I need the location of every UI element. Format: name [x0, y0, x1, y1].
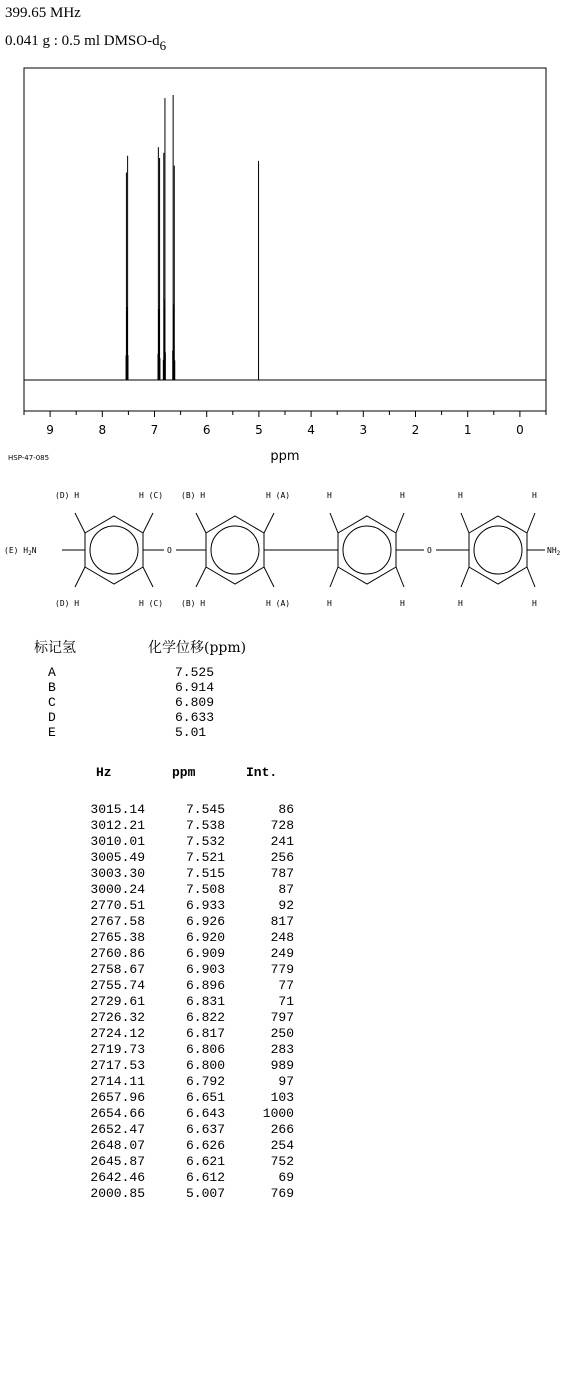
peak-intensity: 779 [270, 962, 294, 977]
label-ether-oxygen-1: O [167, 546, 172, 555]
peak-row [0, 1042, 320, 1058]
peak-intensity: 77 [278, 978, 294, 993]
label-h-b-bottom: (B) H [181, 599, 206, 608]
peak-row [0, 834, 320, 850]
label-h-ring4-bottom-left: H [458, 599, 463, 608]
peak-row [0, 978, 320, 994]
peak-hz: 3005.49 [90, 850, 145, 865]
peak-intensity: 248 [270, 930, 294, 945]
peak-intensity: 256 [270, 850, 294, 865]
amine-left-n: N [31, 546, 37, 555]
peak-hz: 2719.73 [90, 1042, 145, 1057]
label-h-a-bottom: H (A) [266, 599, 291, 608]
peak-row [0, 1074, 320, 1090]
hydrogen-label: E [48, 725, 56, 740]
peak-hz: 2770.51 [90, 898, 145, 913]
peak-hz: 2760.86 [90, 946, 145, 961]
peak-intensity: 728 [270, 818, 294, 833]
x-axis-ticks [24, 411, 546, 437]
peak-intensity: 254 [270, 1138, 294, 1153]
label-h-b-top: (B) H [181, 491, 206, 500]
col-hydrogen-label: 标记氢 [34, 640, 76, 656]
hydrogen-label: B [48, 680, 56, 695]
peak-ppm: 7.508 [185, 882, 225, 897]
chemical-structure [0, 478, 570, 628]
x-tick-label: 3 [359, 423, 368, 437]
peak-row [0, 946, 320, 962]
peak-intensity: 71 [278, 994, 294, 1009]
label-h-ring3-bottom-left: H [327, 599, 332, 608]
peak-ppm: 7.521 [185, 850, 225, 865]
peak-row [0, 1154, 320, 1170]
peak-row [0, 994, 320, 1010]
peak-table [0, 802, 320, 1202]
benzene-ring-1 [85, 516, 143, 584]
peak-row [0, 1186, 320, 1202]
peak-hz: 3003.30 [90, 866, 145, 881]
peak-hz: 2724.12 [90, 1026, 145, 1041]
peak-ppm: 7.538 [185, 818, 225, 833]
peak-layer [24, 95, 546, 380]
label-amine-left [4, 546, 37, 557]
label-h-ring3-top-right: H [400, 491, 405, 500]
peak-row [0, 1138, 320, 1154]
label-h-ring4-top-right: H [532, 491, 537, 500]
peak-ppm: 6.800 [185, 1058, 225, 1073]
peak-row [0, 1170, 320, 1186]
peak-row [0, 914, 320, 930]
x-tick-label: 0 [516, 423, 524, 437]
amine-left-h: (E) H [4, 546, 29, 555]
assignment-row [48, 680, 308, 695]
x-tick-label: 1 [463, 423, 472, 437]
peak-hz: 3015.14 [90, 802, 145, 817]
chemical-shift: 6.914 [175, 680, 215, 695]
peak-intensity: 283 [270, 1042, 294, 1057]
amine-right-nh: NH [547, 546, 557, 555]
peak-hz: 3000.24 [90, 882, 145, 897]
peak-ppm: 6.920 [185, 930, 225, 945]
peak-intensity: 266 [270, 1122, 294, 1137]
peak-ppm: 7.515 [185, 866, 225, 881]
hydrogen-label: A [48, 665, 56, 680]
x-tick-label: 7 [150, 423, 159, 437]
hydrogen-label: C [48, 695, 56, 710]
col-shift-label: 化学位移(ppm) [148, 640, 247, 656]
peak-row [0, 1106, 320, 1122]
benzene-ring-2 [206, 516, 264, 584]
peak-row [0, 1026, 320, 1042]
peak-hz: 2726.32 [90, 1010, 145, 1025]
chemical-shift: 6.809 [175, 695, 215, 710]
col-hz-label: Hz [96, 765, 112, 780]
peak-row [0, 962, 320, 978]
peak-hz: 2657.96 [90, 1090, 145, 1105]
peak-ppm: 6.792 [185, 1074, 225, 1089]
spectrometer-frequency: 399.65 MHz [5, 5, 81, 21]
peak-ppm: 5.007 [185, 1186, 225, 1201]
label-h-ring4-top-left: H [458, 491, 463, 500]
peak-ppm: 6.822 [185, 1010, 225, 1025]
label-ether-oxygen-2: O [427, 546, 432, 555]
peak-row [0, 866, 320, 882]
peak-hz: 2654.66 [90, 1106, 145, 1121]
peak-row [0, 930, 320, 946]
peak-hz: 2000.85 [90, 1186, 145, 1201]
label-h-d-bottom: (D) H [55, 599, 80, 608]
peak-ppm: 6.933 [185, 898, 225, 913]
peak-ppm: 6.651 [185, 1090, 225, 1105]
peak-intensity: 250 [270, 1026, 294, 1041]
peak-row [0, 1058, 320, 1074]
peak-row [0, 882, 320, 898]
peak-intensity: 797 [270, 1010, 294, 1025]
structure-bonds [62, 513, 545, 587]
peak-row [0, 1090, 320, 1106]
peak-intensity: 69 [278, 1170, 294, 1185]
peak-intensity: 103 [270, 1090, 294, 1105]
peak-intensity: 249 [270, 946, 294, 961]
chemical-shift: 5.01 [175, 725, 207, 740]
label-h-ring3-bottom-right: H [400, 599, 405, 608]
peak-row [0, 850, 320, 866]
sample-text: 0.041 g : 0.5 ml DMSO-d [5, 33, 160, 49]
peak-hz: 2729.61 [90, 994, 145, 1009]
col-int-label: Int. [246, 765, 278, 780]
peak-ppm: 6.806 [185, 1042, 225, 1057]
peak-ppm: 6.626 [185, 1138, 225, 1153]
peak-hz: 2758.67 [90, 962, 145, 977]
x-tick-label: 5 [255, 423, 263, 437]
sample-code-label: HSP-47-085 [8, 454, 50, 462]
x-tick-label: 2 [411, 423, 420, 437]
peak-hz: 2755.74 [90, 978, 145, 993]
peak-hz: 2642.46 [90, 1170, 145, 1185]
label-h-c-top: H (C) [139, 491, 164, 500]
peak-ppm: 7.532 [185, 834, 225, 849]
peak-ppm: 6.817 [185, 1026, 225, 1041]
x-tick-label: 4 [307, 423, 315, 437]
label-h-ring3-top-left: H [327, 491, 332, 500]
col-ppm-label: ppm [172, 765, 196, 780]
label-h-d-top: (D) H [55, 491, 80, 500]
peak-ppm: 6.621 [185, 1154, 225, 1169]
peak-intensity: 989 [270, 1058, 294, 1073]
chemical-shift: 6.633 [175, 710, 215, 725]
peak-ppm: 6.637 [185, 1122, 225, 1137]
peak-ppm: 6.612 [185, 1170, 225, 1185]
amine-right-sub: 2 [556, 550, 561, 557]
peak-hz: 2714.11 [90, 1074, 145, 1089]
assignment-row [48, 710, 308, 725]
peak-hz: 2652.47 [90, 1122, 145, 1137]
assignment-table [48, 665, 308, 740]
peak-hz: 3010.01 [90, 834, 145, 849]
assignment-row [48, 665, 308, 680]
peak-hz: 3012.21 [90, 818, 145, 833]
sample-description [5, 32, 166, 55]
peak-intensity: 769 [270, 1186, 294, 1201]
peak-hz: 2648.07 [90, 1138, 145, 1153]
benzene-ring-4 [469, 516, 527, 584]
hydrogen-label: D [48, 710, 56, 725]
peak-row [0, 1122, 320, 1138]
peak-ppm: 7.545 [185, 802, 225, 817]
peak-hz: 2717.53 [90, 1058, 145, 1073]
peak-row [0, 898, 320, 914]
peak-ppm: 6.909 [185, 946, 225, 961]
x-axis-label: ppm [270, 449, 300, 464]
peak-intensity: 241 [270, 834, 294, 849]
peak-ppm: 6.903 [185, 962, 225, 977]
label-h-ring4-bottom-right: H [532, 599, 537, 608]
assignment-row [48, 725, 308, 740]
peak-row [0, 818, 320, 834]
sample-subscript: 6 [159, 38, 167, 53]
peak-ppm: 6.643 [185, 1106, 225, 1121]
peak-intensity: 817 [270, 914, 294, 929]
peak-ppm: 6.896 [185, 978, 225, 993]
label-amine-right [547, 546, 561, 557]
nmr-spectrum-chart [0, 55, 570, 465]
peak-row [0, 1010, 320, 1026]
peak-intensity: 97 [278, 1074, 294, 1089]
assignment-row [48, 695, 308, 710]
peak-ppm: 6.831 [185, 994, 225, 1009]
x-tick-label: 8 [98, 423, 107, 437]
label-h-c-bottom: H (C) [139, 599, 164, 608]
peak-intensity: 787 [270, 866, 294, 881]
peak-intensity: 92 [278, 898, 294, 913]
chemical-shift: 7.525 [175, 665, 215, 680]
benzene-ring-3 [338, 516, 396, 584]
x-tick-label: 9 [46, 423, 54, 437]
label-h-a-top: H (A) [266, 491, 291, 500]
peak-intensity: 87 [278, 882, 294, 897]
peak-hz: 2767.58 [90, 914, 145, 929]
peak-intensity: 86 [278, 802, 294, 817]
peak-hz: 2765.38 [90, 930, 145, 945]
peak-intensity: 752 [270, 1154, 294, 1169]
plot-frame [24, 68, 546, 411]
peak-intensity: 1000 [262, 1106, 294, 1121]
peak-row [0, 802, 320, 818]
peak-ppm: 6.926 [185, 914, 225, 929]
peak-hz: 2645.87 [90, 1154, 145, 1169]
x-tick-label: 6 [202, 423, 211, 437]
amine-left-sub: 2 [28, 550, 32, 557]
